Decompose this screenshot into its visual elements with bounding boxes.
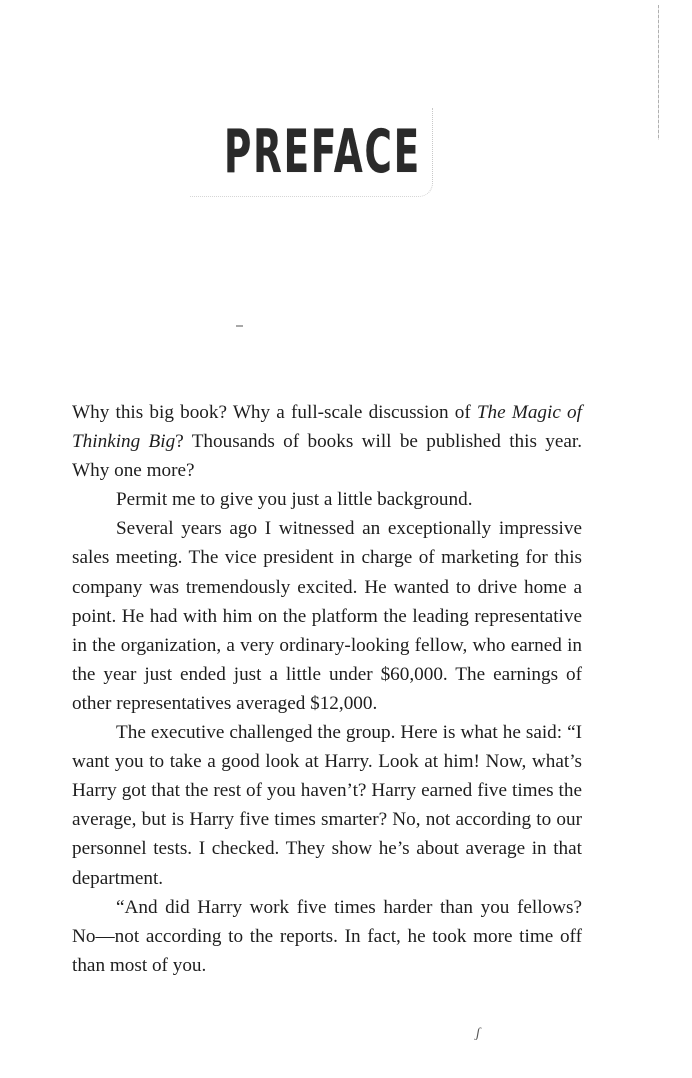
scan-edge-artifact — [658, 5, 659, 140]
paragraph-1-text-b: ? Thousands of books will be published this year. Why one more? — [72, 431, 582, 482]
paragraph-1-text-a: Why this big book? Why a full-scale discussion of — [72, 402, 477, 423]
chapter-heading — [190, 108, 440, 203]
chapter-title: PREFACE — [224, 117, 421, 187]
paragraph-2 — [72, 485, 582, 514]
body-text — [72, 398, 582, 980]
paragraph-4-text: The executive challenged the group. Here is what he said: “I want you to take a good look at Harry. Look at him! Now, what’s Harry got that the rest of you haven’t? Harry earned five times the average, but is Harry five times smarter? No, not according to our personnel tests. I checked. They show he’s about average in that department. — [72, 722, 582, 889]
paragraph-3 — [72, 514, 582, 718]
paragraph-2-text: Permit me to give you just a little background. — [116, 489, 473, 511]
scan-speck-artifact — [236, 325, 243, 327]
paragraph-4 — [72, 718, 582, 893]
book-title-italic: The Magic of Thinking Big — [72, 402, 582, 453]
paragraph-5 — [72, 893, 582, 980]
paragraph-1 — [72, 398, 582, 485]
paragraph-5-text: “And did Harry work five times harder than you fellows? No—not according to the reports. In fact, he took more time off than most of you. — [72, 896, 582, 976]
scan-mark-artifact: ʃ — [476, 1026, 481, 1041]
paragraph-3-text: Several years ago I witnessed an exceptionally impressive sales meeting. The vice president in charge of marketing for this company was tremendously excited. He wanted to drive home a point. He had with him on the platform the leading representative in the organization, a very ordinary-looking fellow, who earned in the year just ended just a little under $60,000. The earnings of other representatives averaged $12,000. — [72, 518, 582, 714]
